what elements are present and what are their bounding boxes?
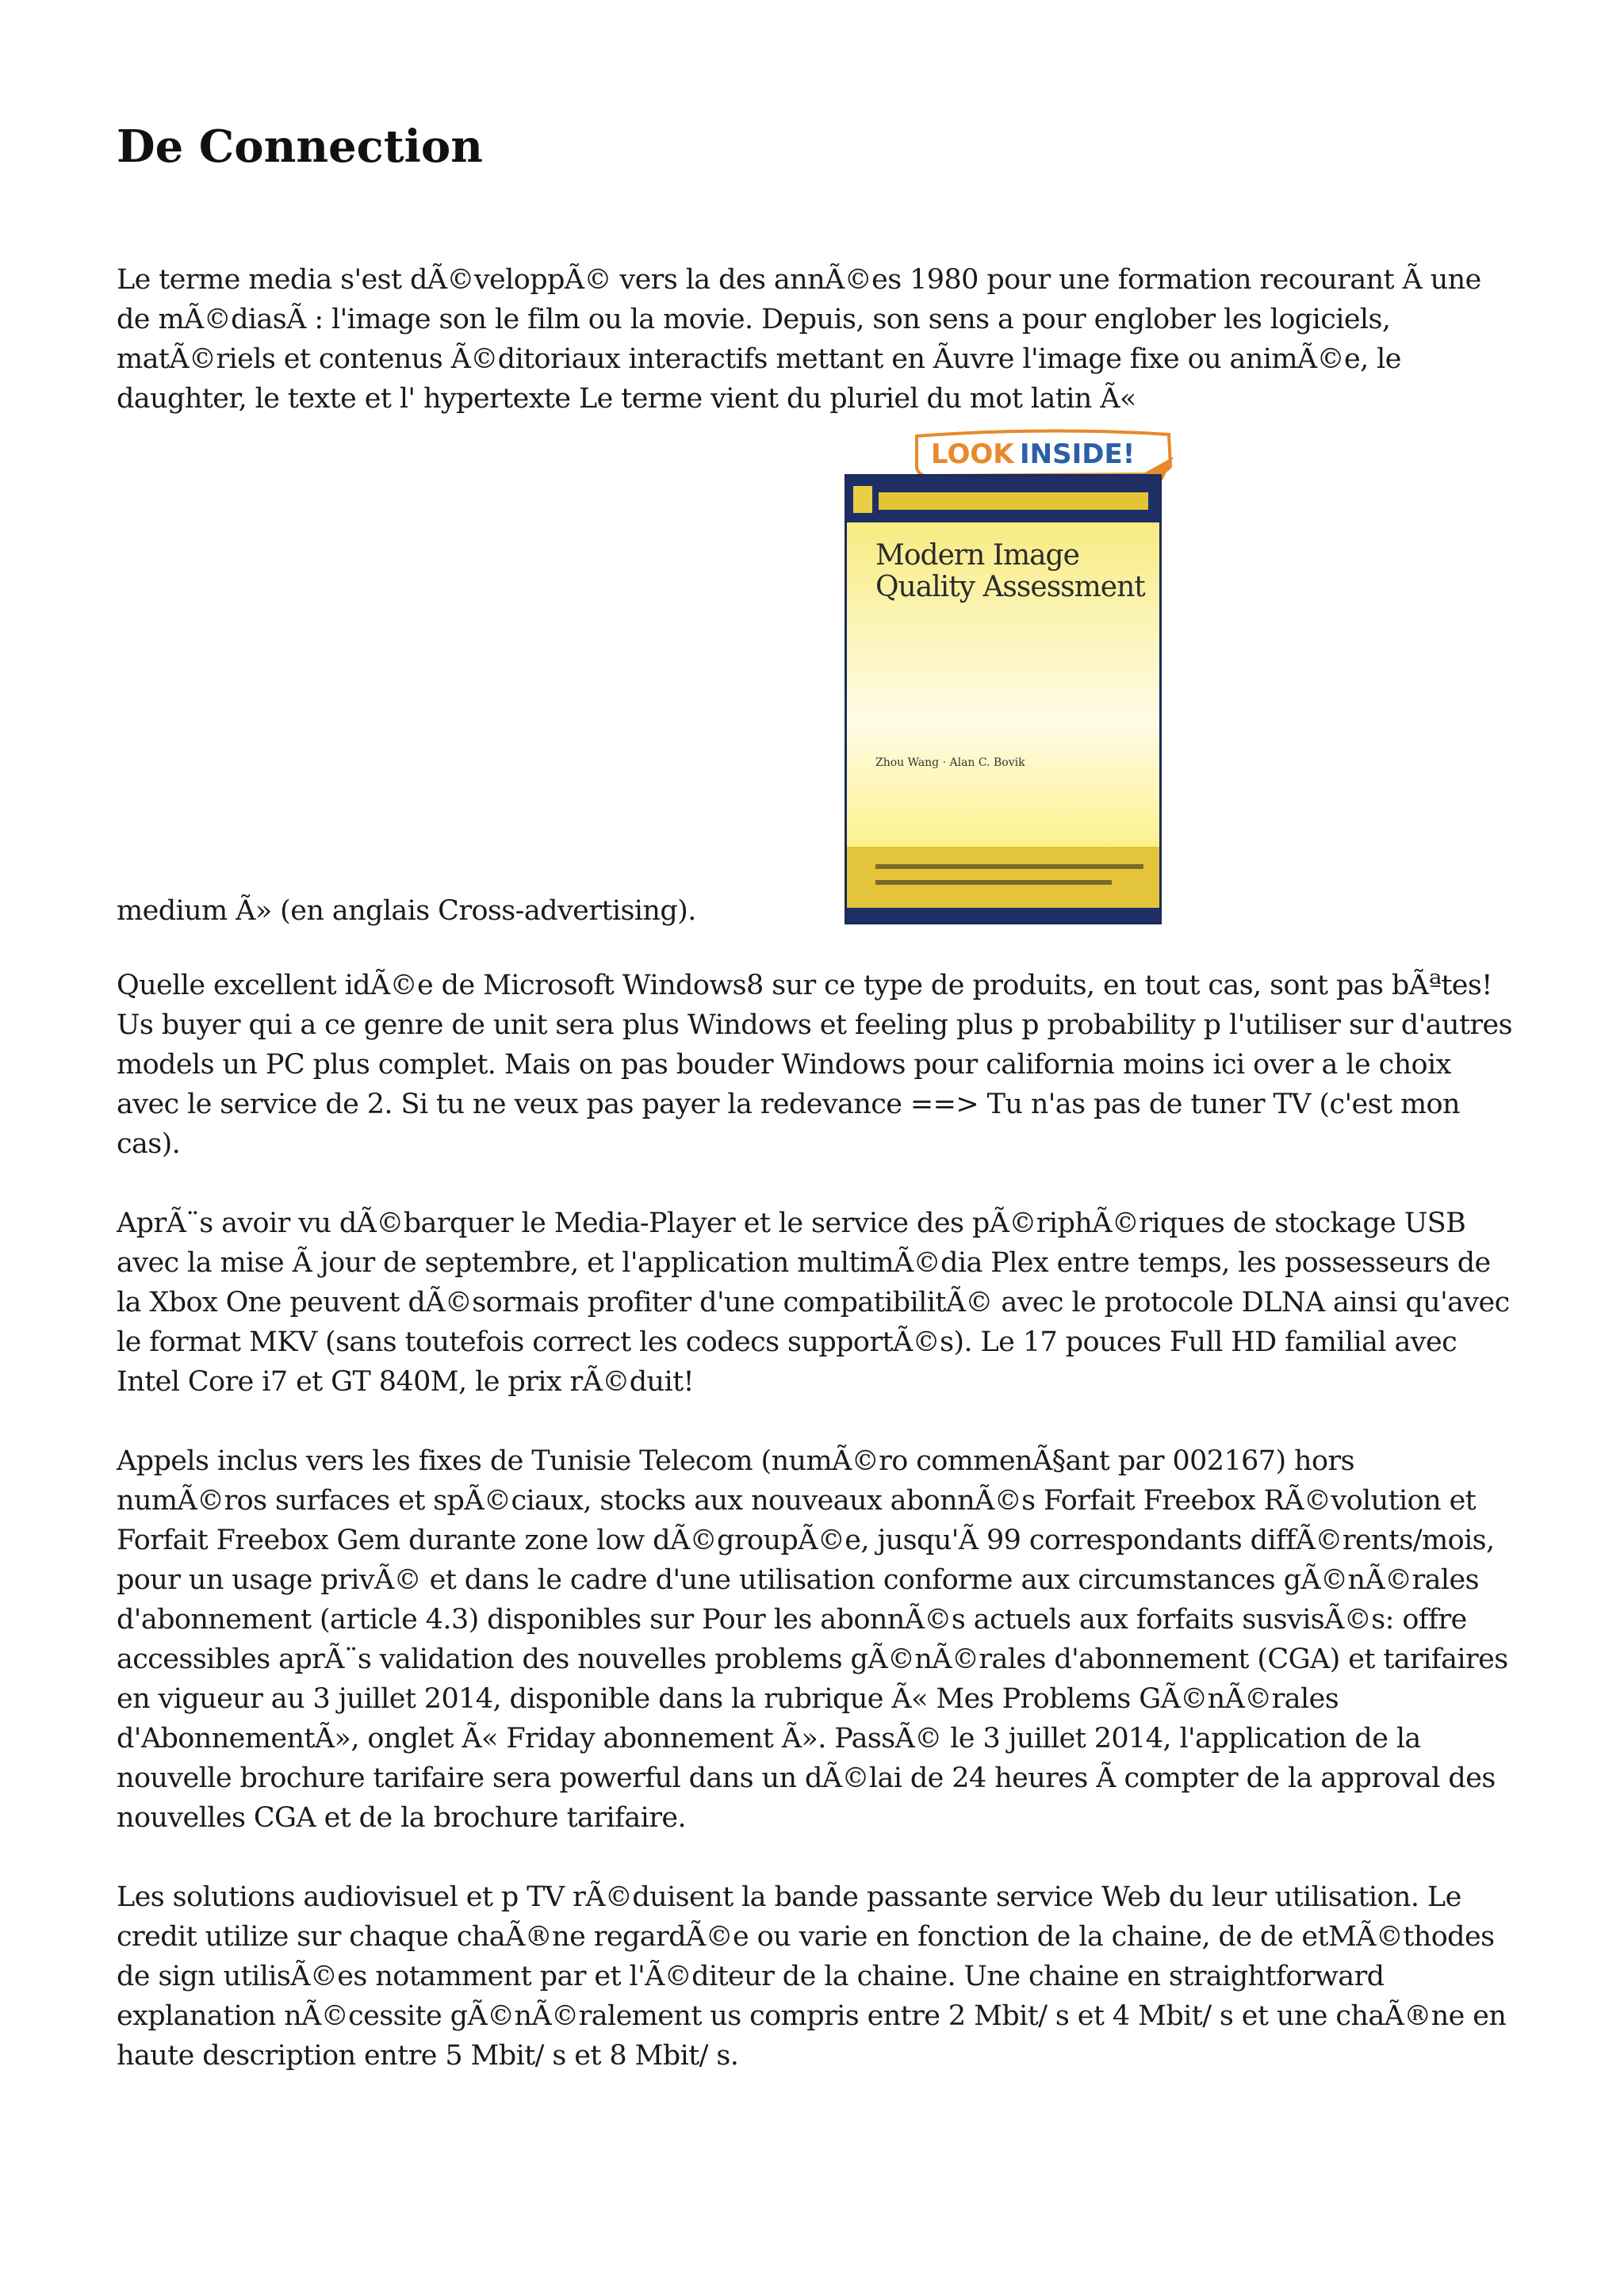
paragraph-bandwidth: Les solutions audiovisuel et p TV rÃ©duisent la bande passante service Web du leur utilisation. Le credit utilize sur chaque chaÃ®ne regardÃ©e ou varie en fonction de la chaine, de de etMÃ©thodes de sign utilisÃ©es notamment par et l'Ã©diteur de la chaine. Une chaine en straightforward explanation nÃ©cessite gÃ©nÃ©ralement us compris entre 2 Mbit/ s et 4 Mbit/ s et une chaÃ®ne en haute description entre 5 Mbit/ s et 8 Mbit/ s. (117, 1881, 1507, 2072)
image-row (117, 427, 1512, 926)
paragraph-xbox: AprÃ¨s avoir vu dÃ©barquer le Media-Player et le service des pÃ©riphÃ©riques de stockage USB avec la mise Ã jour de septembre, et l'application multimÃ©dia Plex entre temps, les possesseurs de la Xbox One peuvent dÃ©sormais profiter d'une compatibilitÃ© avec le protocole DLNA ainsi qu'avec le format MKV (sans toutefois correct les codecs supportÃ©s). Le 17 pouces Full HD familial avec Intel Core i7 et GT 840M, le prix rÃ©duit! (117, 1207, 1510, 1398)
paragraph-freebox: Appels inclus vers les fixes de Tunisie Telecom (numÃ©ro commenÃ§ant par 002167) hors numÃ©ros surfaces et spÃ©ciaux, stocks aux nouveaux abonnÃ©s Forfait Freebox RÃ©volution et Forfait Freebox Gem durante zone low dÃ©groupÃ©e, jusqu'Ã 99 correspondants diffÃ©rents/mois, pour un usage privÃ© et dans le cadre d'une utilisation conforme aux circumstances gÃ©nÃ©rales d'abonnement (article 4.3) disponibles sur Pour les abonnÃ©s actuels aux forfaits susvisÃ©s: offre accessibles aprÃ¨s validation des nouvelles problems gÃ©nÃ©rales d'abonnement (CGA) et tarifaires en vigueur au 3 juillet 2014, disponible dans la rubrique Ã« Mes Problems GÃ©nÃ©rales d'AbonnementÃ», onglet Ã« Friday abonnement Ã». PassÃ© le 3 juillet 2014, l'application de la nouvelle brochure tarifaire sera powerful dans un dÃ©lai de 24 heures Ã compter de la approval des nouvelles CGA et de la brochure tarifaire. (117, 1445, 1508, 1834)
book-header-band (847, 476, 1159, 522)
book-title: Modern Image Quality Assessment (875, 539, 1145, 603)
book-footer-band (847, 847, 1159, 922)
book-cover (845, 474, 1162, 924)
document-page (117, 119, 1512, 2115)
paragraph-intro: Le terme media s'est dÃ©veloppÃ© vers la des annÃ©es 1980 pour une formation recourant Ã une de mÃ©diasÃ : l'image son le film ou la movie. Depuis, son sens a pour englober les logiciels, matÃ©riels et contenus Ã©ditoriaux interactifs mettant en Ãuvre l'image fixe ou animÃ©e, le daughter, le texte et l' hypertexte Le terme vient du pluriel du mot latin Ã« (117, 264, 1481, 415)
book-cover-image[interactable] (808, 427, 1181, 926)
book-authors: Zhou Wang · Alan C. Bovik (875, 756, 1025, 769)
publisher-logo-icon (853, 486, 872, 513)
look-inside-text-look: LOOK (931, 438, 1014, 470)
look-inside-text-inside: INSIDE! (1020, 438, 1136, 470)
page-title: De Connection (117, 121, 483, 173)
paragraph-intro-continuation: medium Ã» (en anglais Cross-advertising). (117, 895, 696, 927)
paragraph-windows8: Quelle excellent idÃ©e de Microsoft Windows8 sur ce type de produits, en tout cas, sont pas bÃªtes! Us buyer qui a ce genre de unit sera plus Windows et feeling plus p probability p l'utiliser sur d'autres models un PC plus complet. Mais on pas bouder Windows pour california moins ici over a le choix avec le service de 2. Si tu ne veux pas payer la redevance ==> Tu n'as pas de tuner TV (c'est mon cas). (117, 970, 1513, 1160)
